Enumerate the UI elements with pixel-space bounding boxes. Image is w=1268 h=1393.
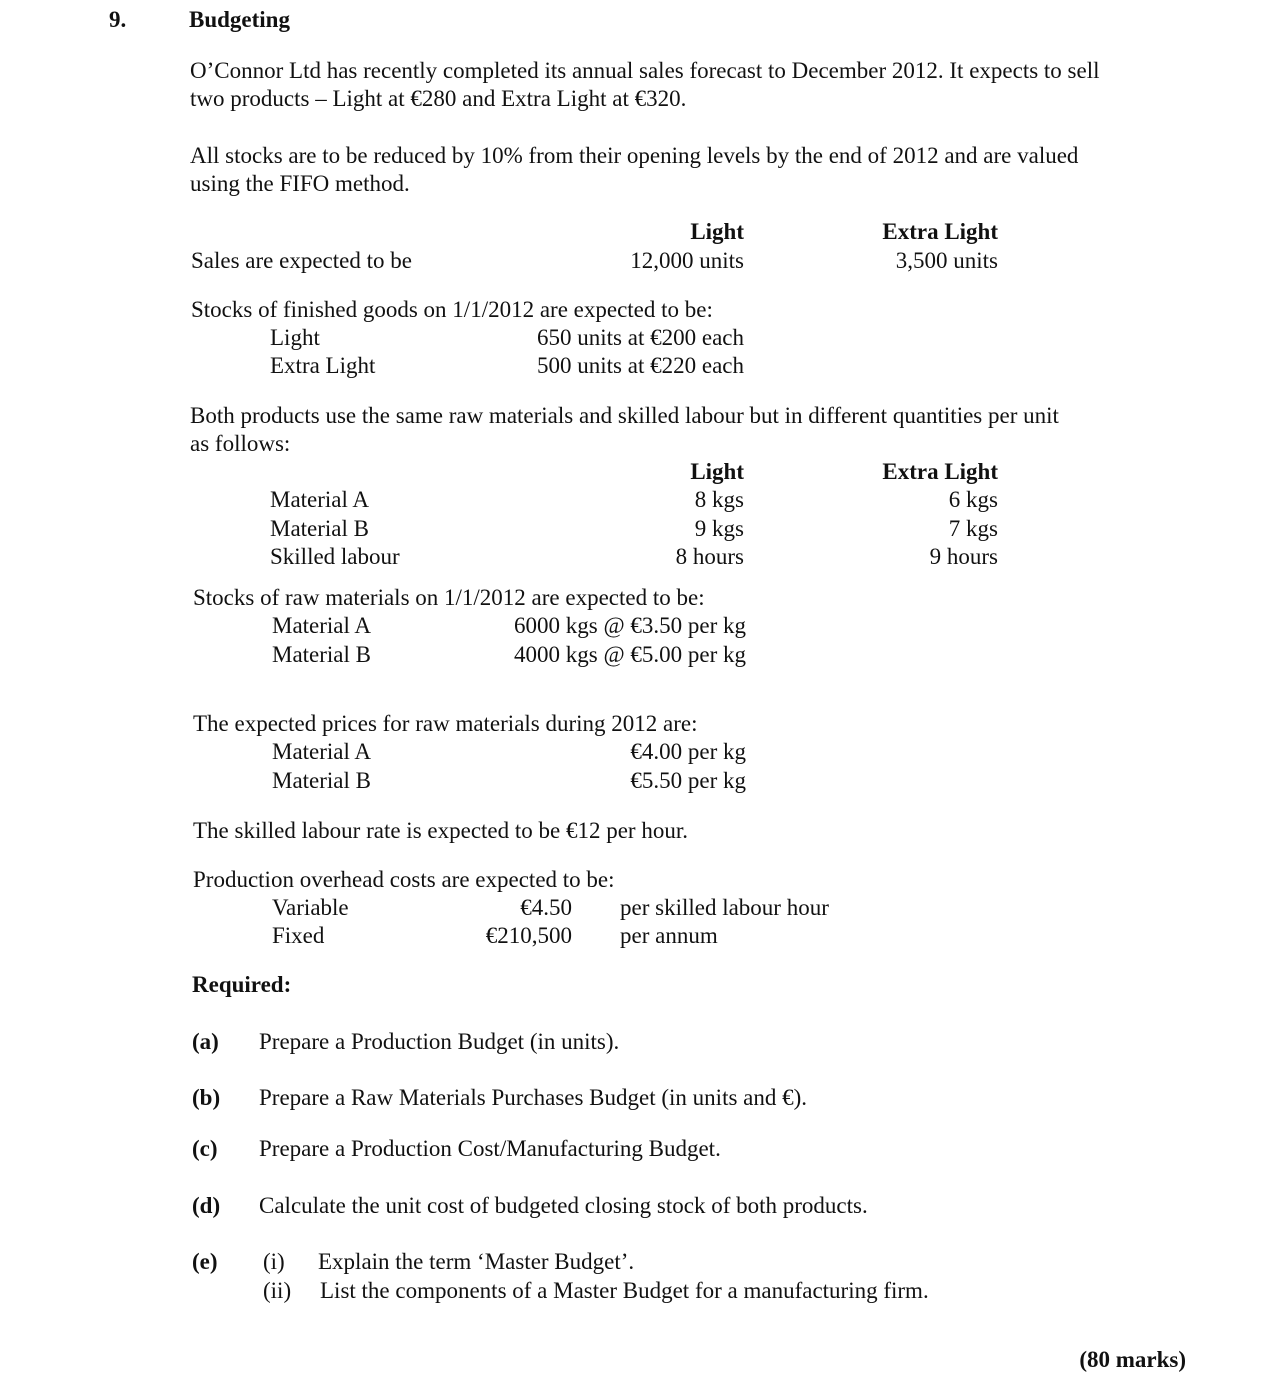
- question-title: Budgeting: [189, 7, 290, 32]
- raw-prices-heading: The expected prices for raw materials during 2012 are:: [193, 711, 698, 736]
- overhead-amount: €4.50: [520, 895, 572, 920]
- overhead-basis: per annum: [620, 923, 718, 948]
- raw-prices-name: Material B: [272, 768, 371, 793]
- overhead-name: Variable: [272, 895, 349, 920]
- required-heading: Required:: [192, 972, 292, 997]
- usage-line-1: Both products use the same raw materials and skilled labour but in different quantities per unit: [190, 403, 1059, 428]
- usage-row-name: Skilled labour: [270, 544, 400, 569]
- finished-goods-name: Light: [270, 325, 320, 350]
- intro-line-2: two products – Light at €280 and Extra Light at €320.: [190, 86, 687, 111]
- usage-row-name: Material A: [270, 487, 369, 512]
- sales-extra-light-value: 3,500 units: [895, 248, 998, 273]
- part-label: (e): [192, 1249, 218, 1274]
- subpart-text: List the components of a Master Budget for a manufacturing firm.: [320, 1278, 929, 1303]
- raw-stocks-heading: Stocks of raw materials on 1/1/2012 are expected to be:: [193, 585, 705, 610]
- raw-stocks-name: Material A: [272, 613, 371, 638]
- overhead-name: Fixed: [272, 923, 325, 948]
- overheads-heading: Production overhead costs are expected to be:: [193, 867, 615, 892]
- labour-rate: The skilled labour rate is expected to be €12 per hour.: [193, 818, 688, 843]
- raw-stocks-value: 6000 kgs @ €3.50 per kg: [514, 613, 746, 638]
- part-text: Prepare a Production Cost/Manufacturing Budget.: [259, 1136, 721, 1161]
- stock-policy-line-1: All stocks are to be reduced by 10% from their opening levels by the end of 2012 and are valued: [190, 143, 1079, 168]
- part-text: Prepare a Production Budget (in units).: [259, 1029, 620, 1054]
- part-text: Calculate the unit cost of budgeted closing stock of both products.: [259, 1193, 868, 1218]
- raw-stocks-name: Material B: [272, 642, 371, 667]
- usage-line-2: as follows:: [190, 431, 291, 456]
- subpart-text: Explain the term ‘Master Budget’.: [318, 1249, 635, 1274]
- part-label: (c): [192, 1136, 218, 1161]
- usage-row-extra-light: 9 hours: [929, 544, 998, 569]
- part-label: (a): [192, 1029, 219, 1054]
- usage-row-extra-light: 7 kgs: [948, 516, 998, 541]
- stock-policy-line-2: using the FIFO method.: [190, 171, 410, 196]
- raw-prices-name: Material A: [272, 739, 371, 764]
- usage-row-light: 8 hours: [675, 544, 744, 569]
- intro-line-1: O’Connor Ltd has recently completed its annual sales forecast to December 2012. It expects to sell: [190, 58, 1100, 83]
- question-number: 9.: [109, 7, 127, 32]
- sales-label: Sales are expected to be: [191, 248, 412, 273]
- finished-goods-heading: Stocks of finished goods on 1/1/2012 are expected to be:: [191, 297, 713, 322]
- usage-row-name: Material B: [270, 516, 369, 541]
- finished-goods-value: 650 units at €200 each: [537, 325, 744, 350]
- usage-col-light: Light: [690, 459, 744, 484]
- raw-prices-value: €5.50 per kg: [630, 768, 746, 793]
- overhead-basis: per skilled labour hour: [620, 895, 829, 920]
- part-label: (b): [192, 1085, 221, 1110]
- sales-light-value: 12,000 units: [630, 248, 744, 273]
- sales-col-extra-light: Extra Light: [882, 219, 998, 244]
- marks: (80 marks): [1079, 1347, 1186, 1372]
- overhead-amount: €210,500: [485, 923, 572, 948]
- part-text: Prepare a Raw Materials Purchases Budget (in units and €).: [259, 1085, 808, 1110]
- finished-goods-value: 500 units at €220 each: [537, 353, 744, 378]
- subpart-label: (i): [263, 1249, 285, 1274]
- usage-col-extra-light: Extra Light: [882, 459, 998, 484]
- usage-row-light: 8 kgs: [694, 487, 744, 512]
- part-label: (d): [192, 1193, 221, 1218]
- finished-goods-name: Extra Light: [270, 353, 376, 378]
- usage-row-extra-light: 6 kgs: [948, 487, 998, 512]
- raw-prices-value: €4.00 per kg: [630, 739, 746, 764]
- subpart-label: (ii): [263, 1278, 292, 1303]
- raw-stocks-value: 4000 kgs @ €5.00 per kg: [514, 642, 746, 667]
- sales-col-light: Light: [690, 219, 744, 244]
- usage-row-light: 9 kgs: [694, 516, 744, 541]
